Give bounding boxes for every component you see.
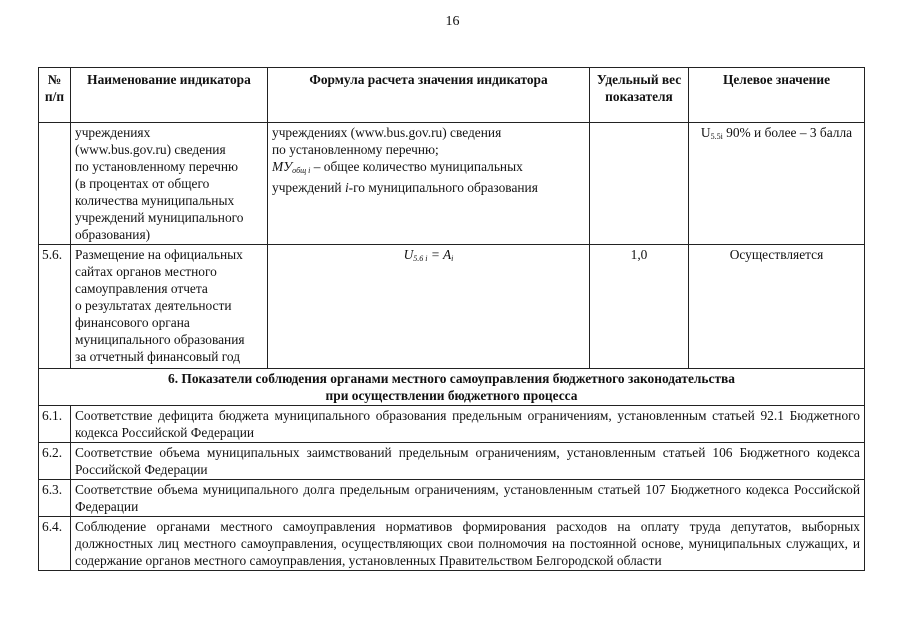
formula-description: – общее количество муниципальных xyxy=(310,159,523,174)
indicator-text: Соответствие объема муниципального долга предельным ограничениям, установленным статьей 107 Бюджетного кодекса Российской Федерации xyxy=(71,480,865,517)
row-num: 6.2. xyxy=(39,443,71,480)
name-line: сайтах органов местного xyxy=(75,264,217,279)
target-cell: Осуществляется xyxy=(689,245,865,369)
name-line: (в процентах от общего xyxy=(75,176,210,191)
table-row-5-6 xyxy=(39,245,865,369)
target-variable: U xyxy=(700,125,711,140)
header-target: Целевое значение xyxy=(689,68,865,123)
weight-cell xyxy=(590,123,689,245)
table-row-continued xyxy=(39,123,865,245)
indicator-text: Соблюдение органами местного самоуправления нормативов формирования расходов на оплату труда депутатов, выборных должностных лиц местного самоуправления, осуществляющих свои полномочия на постоянной основе, муниципальных служащих, и содержание органов местного самоуправления, установленных Правительством Белгородской области xyxy=(71,517,865,571)
name-line: за отчетный финансовый год xyxy=(75,349,241,364)
name-line: финансового органа xyxy=(75,315,190,330)
section-title-line: при осуществлении бюджетного процесса xyxy=(325,388,578,403)
table-row-6-1 xyxy=(39,406,865,443)
row-num xyxy=(39,123,71,245)
header-weight: Удельный вес показателя xyxy=(590,68,689,123)
formula-line: по установленному перечню; xyxy=(272,142,439,157)
section-title xyxy=(39,369,865,406)
target-text: 90% и более – 3 балла xyxy=(722,125,853,140)
row-num: 6.4. xyxy=(39,517,71,571)
table-row-6-4 xyxy=(39,517,865,571)
formula-line xyxy=(272,179,585,196)
row-num: 5.6. xyxy=(39,245,71,369)
formula-text: учреждений xyxy=(272,180,345,195)
indicator-name xyxy=(71,123,268,245)
formula-line xyxy=(272,158,585,179)
header-name: Наименование индикатора xyxy=(71,68,268,123)
row-num: 6.1. xyxy=(39,406,71,443)
name-line: (www.bus.gov.ru) сведения xyxy=(75,142,226,157)
target-subscript: 5.5i xyxy=(710,132,723,141)
name-line: самоуправления отчета xyxy=(75,281,208,296)
name-line: образования) xyxy=(75,227,151,242)
section-title-line: 6. Показатели соблюдения органами местного самоуправления бюджетного законодательства xyxy=(168,371,735,386)
name-line: учреждениях xyxy=(75,125,151,140)
formula-index: i xyxy=(344,180,349,195)
header-num: № п/п xyxy=(39,68,71,123)
indicator-text: Соответствие объема муниципальных заимствований предельным ограничениям, установленным статьей 106 Бюджетного кодекса Российской Федерации xyxy=(71,443,865,480)
formula-a-subscript: i xyxy=(451,254,454,263)
name-line: Размещение на официальных xyxy=(75,247,243,262)
formula-text: -го муниципального образования xyxy=(348,180,538,195)
indicator-text: Соответствие дефицита бюджета муниципального образования предельным ограничениям, установленным статьей 92.1 Бюджетного кодекса Российской Федерации xyxy=(71,406,865,443)
name-line: муниципального образования xyxy=(75,332,245,347)
header-formula: Формула расчета значения индикатора xyxy=(268,68,590,123)
formula-variable: МУ xyxy=(272,159,293,174)
name-line: учреждений муниципального xyxy=(75,210,244,225)
formula-u-subscript: 5.6 i xyxy=(413,254,428,263)
row-num: 6.3. xyxy=(39,480,71,517)
weight-cell: 1,0 xyxy=(590,245,689,369)
name-line: по установленному перечню xyxy=(75,159,239,174)
formula-equals-a: = A xyxy=(427,247,452,262)
indicator-table xyxy=(38,67,865,571)
formula-subscript: общ i xyxy=(292,166,311,175)
table-row-6-2 xyxy=(39,443,865,480)
name-line: количества муниципальных xyxy=(75,193,235,208)
table-row-6-3 xyxy=(39,480,865,517)
formula-cell xyxy=(268,123,590,245)
formula-cell xyxy=(268,245,590,369)
page-number: 16 xyxy=(445,14,460,29)
section-6-header xyxy=(39,369,865,406)
name-line: о результатах деятельности xyxy=(75,298,232,313)
formula-u: U xyxy=(403,247,414,262)
indicator-name xyxy=(71,245,268,369)
target-cell xyxy=(689,123,865,245)
formula-line: учреждениях (www.bus.gov.ru) сведения xyxy=(272,125,502,140)
table-header-row xyxy=(39,68,865,123)
